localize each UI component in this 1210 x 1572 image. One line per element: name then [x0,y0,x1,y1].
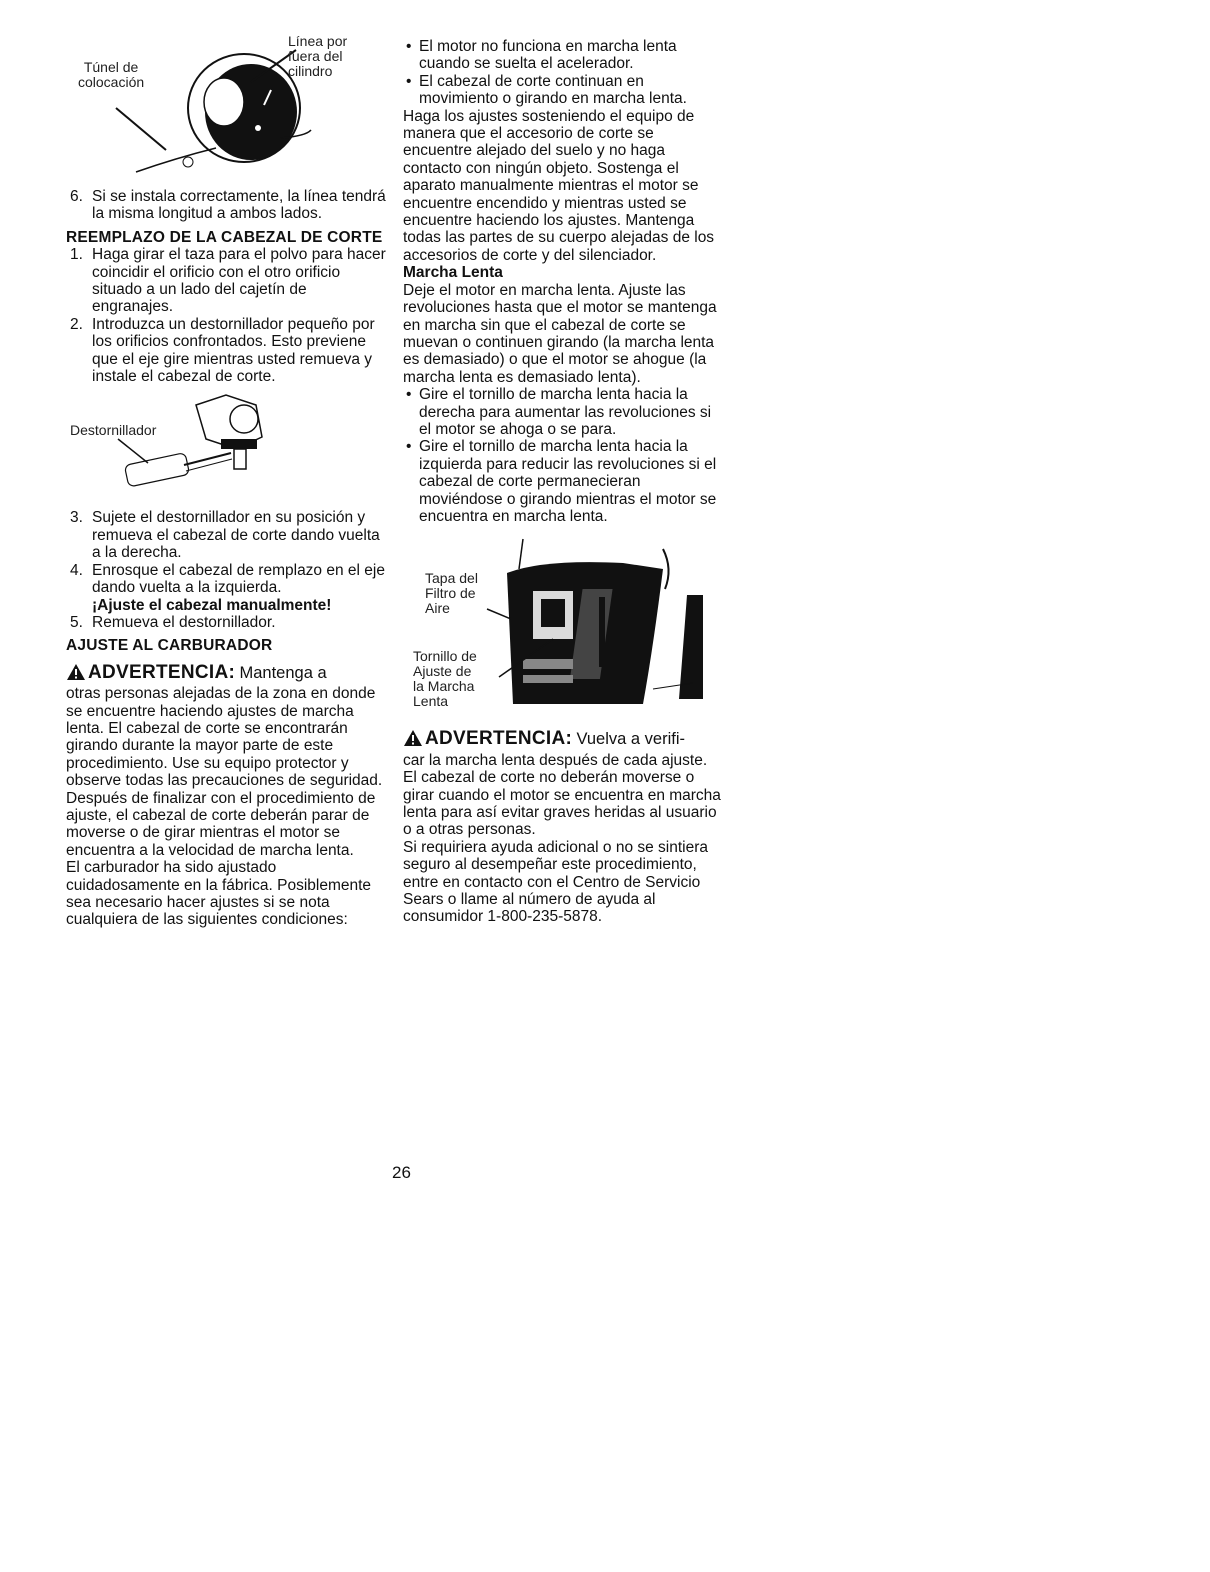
list-item: • El motor no funciona en marcha lenta cuando se suelta el acelerador. [406,38,677,73]
label-air-filter-cover: Tapa del Filtro de Aire [425,570,478,617]
list-item: 4. Enrosque el cabezal de remplazo en el eje dando vuelta a la izquierda. [70,561,385,597]
page-number: 26 [392,1163,411,1182]
screwdriver-illustration [66,391,386,499]
warning-block-2: ADVERTENCIA: Vuelva a verifi- car la marcha lenta después de cada ajuste. El cabezal de corte no deberán moverse o girar cuando el motor se encuentra en marcha lenta para así evitar graves heridas al usuario o a otras personas. [403,728,721,839]
manual-note: ¡Ajuste el cabezal manualmente! [92,596,332,614]
idle-paragraph: Deje el motor en marcha lenta. Ajuste las revoluciones hasta que el motor se mantenga en marcha sin que el cabezal de corte se muevan o continuen girando (la marcha lenta es demasiado) o que el motor se ahogue (la marcha lenta es demasiado lenta). [403,281,717,386]
label-screwdriver: Destornillador [70,422,157,439]
list-item: 6. Si se instala correctamente, la línea tendrá la misma longitud a ambos lados. [70,188,386,223]
label-line-outside: Línea por fuera del cilindro [288,33,348,79]
list-item: • Gire el tornillo de marcha lenta hacia la derecha para aumentar las revoluciones si el motor se ahoga o se para. [406,386,712,438]
heading-carburetor: AJUSTE AL CARBURADOR [66,637,273,655]
heading-replace-head: REEMPLAZO DE LA CABEZAL DE CORTE [66,228,383,246]
screwdriver-figure [66,391,386,499]
help-paragraph: Si requiriera ayuda adicional o no se sintiera seguro al desempeñar este procedimiento, entre en contacto con el Centro de Servicio Sears o llame al número de ayuda al consumidor 1-800-235-5878. [403,838,709,926]
label-tunnel: Túnel de colocación [78,59,145,90]
list-item: 5. Remueva el destornillador. [70,613,276,631]
warning-triangle-icon [403,729,423,751]
right-column [403,38,721,926]
trimmer-head-figure [66,30,386,180]
idle-heading: Marcha Lenta [403,264,503,282]
warning-block-1: ADVERTENCIA: Mantenga a otras personas alejadas de la zona en donde se encuentre haciendo ajustes de marcha lenta. El cabezal de corte se encontrarán girando durante la mayor parte de este procedimiento. Use su equipo protector y observe todas las precauciones de seguridad. Después de finalizar con el procedimiento de ajuste, el cabezal de corte deberán parar de moverse o de girar mientras el motor se encuentra a la velocidad de marcha lenta. [66,661,383,859]
list-item: 2. Introduzca un destornillador pequeño por los orificios confrontados. Esto previene que el eje gire mientras usted remueva y instale el cabezal de corte. [70,315,375,386]
list-item: 3. Sujete el destornillador en su posición y remueva el cabezal de corte dando vuelta a la derecha. [70,509,380,562]
list-item: • El cabezal de corte continuan en movimiento o girando en marcha lenta. [406,72,687,108]
adjust-paragraph: Haga los ajustes sosteniendo el equipo de manera que el accesorio de corte se encuentre alejado del suelo y no haga contacto con ningún objeto. Sostenga el aparato manualmente mientras el motor se encuentre encendido y mientras usted se encuentre haciendo los ajustes. Mantenga todas las partes de su cuerpo alejadas de los accesorios de corte y del silenciador. [403,107,715,264]
carburetor-paragraph: El carburador ha sido ajustado cuidadosamente en la fábrica. Posiblemente sea necesario hacer ajustes si se nota cualquiera de las siguientes condiciones: [66,859,372,929]
list-item: 1. Haga girar el taza para el polvo para hacer coincidir el orificio con el otro orificio situado a un lado del cajetín de engranajes. [70,246,386,316]
warning-triangle-icon [66,663,86,685]
left-column [66,30,386,929]
list-item: • Gire el tornillo de marcha lenta hacia la izquierda para reducir las revoluciones si el cabezal de corte permanecieran moviéndose o girando mientras el motor se encuentra en marcha lenta. [406,438,717,525]
label-idle-screw: Tornillo de Ajuste de la Marcha Lenta [413,648,477,710]
carburetor-figure [403,529,721,719]
